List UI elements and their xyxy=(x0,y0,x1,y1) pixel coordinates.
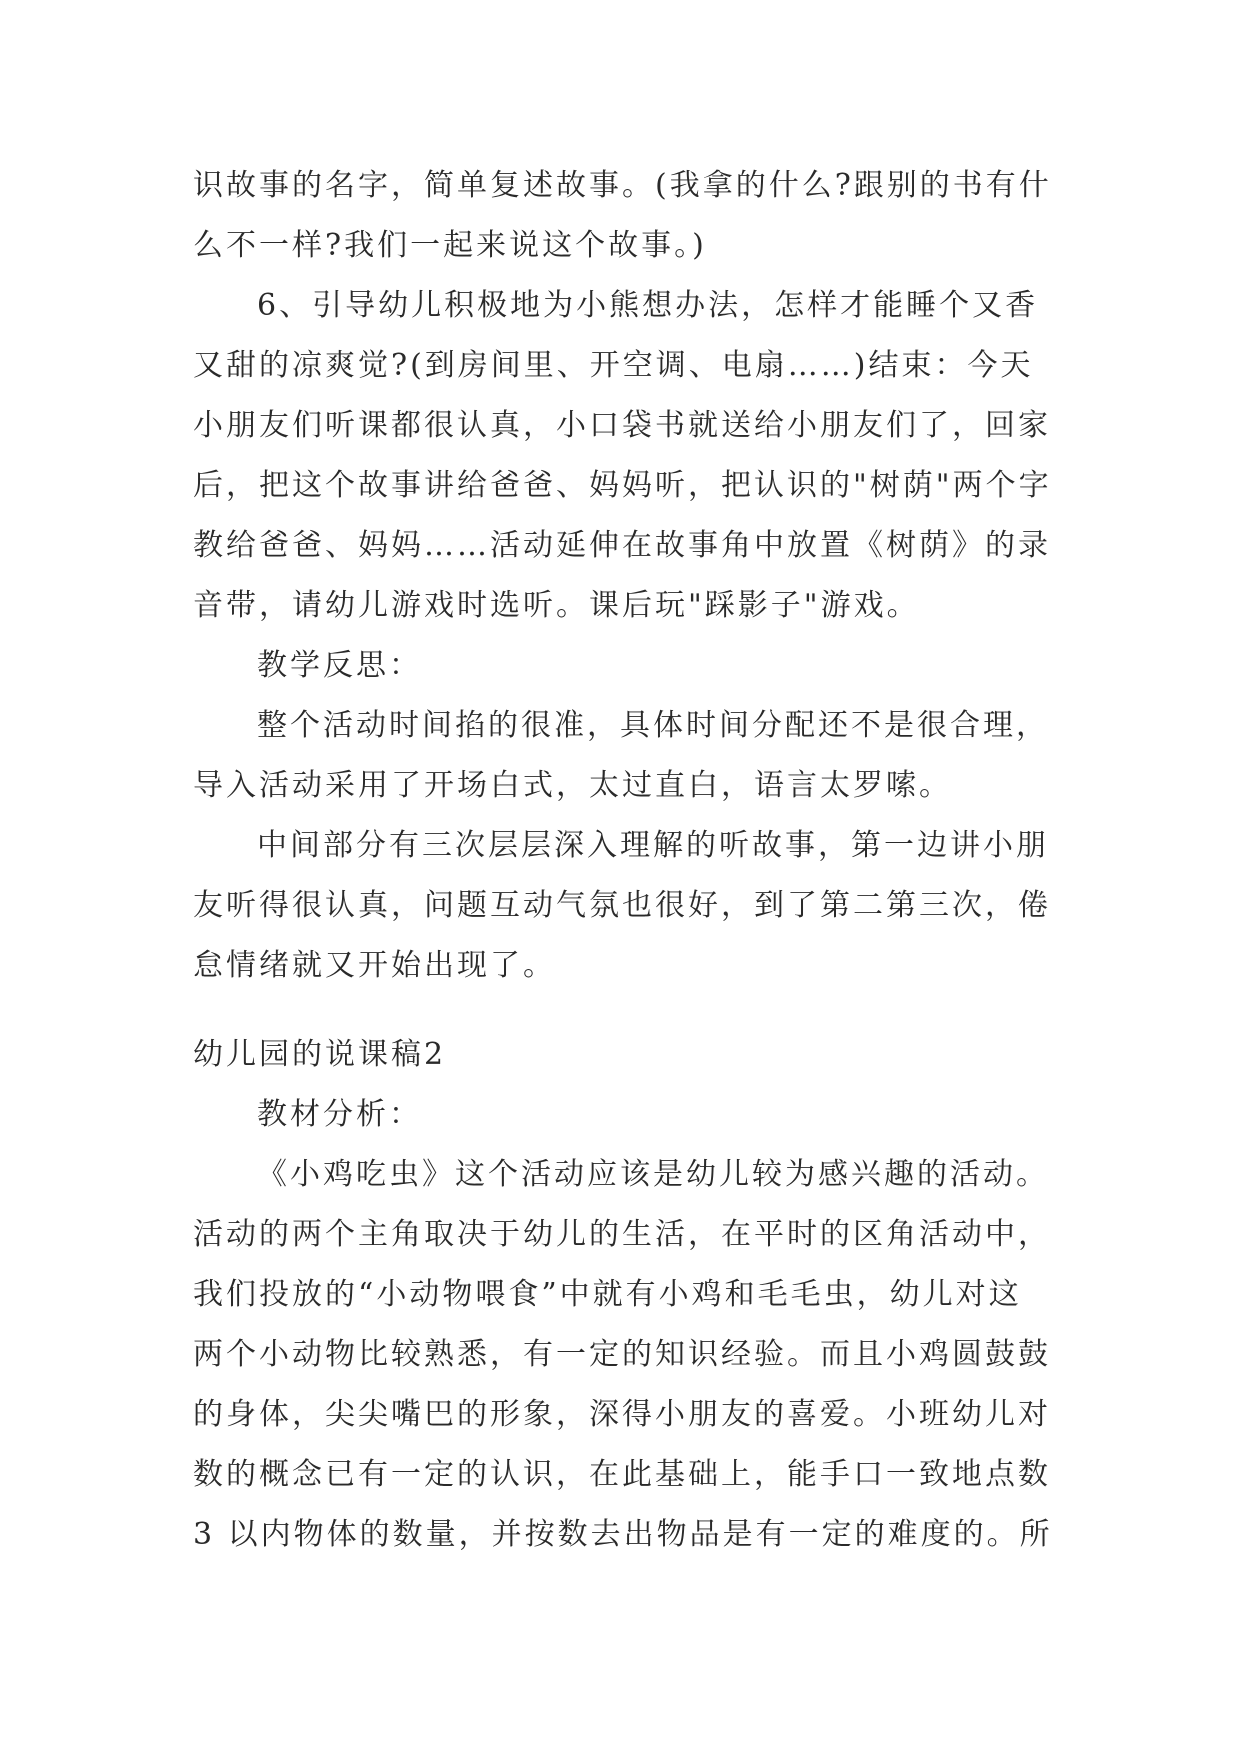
text-line: 怠情绪就又开始出现了。 xyxy=(193,948,556,983)
section-1-body xyxy=(193,156,1053,996)
subheading-material-analysis: 教材分析： xyxy=(257,1097,422,1132)
text-line: 活动的两个主角取决于幼儿的生活，在平时的区角活动中， xyxy=(193,1217,1051,1252)
section-2-body xyxy=(193,1025,1053,1565)
text-line: 教给爸爸、妈妈……活动延伸在故事角中放置《树荫》的录 xyxy=(193,528,1051,563)
text-line: 整个活动时间掐的很准，具体时间分配还不是很合理， xyxy=(257,708,1049,743)
text-line: 导入活动采用了开场白式，太过直白，语言太罗嗦。 xyxy=(193,768,952,803)
text-line: 么不一样?我们一起来说这个故事。) xyxy=(193,228,707,263)
subheading-teaching-reflection: 教学反思： xyxy=(257,648,422,683)
text-line: 6、引导幼儿积极地为小熊想办法，怎样才能睡个又香 xyxy=(257,288,1039,323)
text-line: 的身体，尖尖嘴巴的形象，深得小朋友的喜爱。小班幼儿对 xyxy=(193,1397,1051,1432)
section-title: 幼儿园的说课稿2 xyxy=(193,1037,447,1072)
text-line: 中间部分有三次层层深入理解的听故事，第一边讲小朋 xyxy=(257,828,1049,863)
text-line: 小朋友们听课都很认真，小口袋书就送给小朋友们了，回家 xyxy=(193,408,1051,443)
text-line: 《小鸡吃虫》这个活动应该是幼儿较为感兴趣的活动。 xyxy=(257,1157,1049,1192)
text-line: 友听得很认真，问题互动气氛也很好，到了第二第三次，倦 xyxy=(193,888,1051,923)
text-line: 又甜的凉爽觉?(到房间里、开空调、电扇……)结束：今天 xyxy=(193,348,1034,383)
text-line: 我们投放的“小动物喂食”中就有小鸡和毛毛虫，幼儿对这 xyxy=(193,1277,1022,1312)
text-line: 识故事的名字，简单复述故事。(我拿的什么?跟别的书有什 xyxy=(193,168,1052,203)
text-line: 两个小动物比较熟悉，有一定的知识经验。而且小鸡圆鼓鼓 xyxy=(193,1337,1051,1372)
text-line: 3 以内物体的数量，并按数去出物品是有一定的难度的。所 xyxy=(193,1517,1053,1552)
text-line: 数的概念已有一定的认识，在此基础上，能手口一致地点数 xyxy=(193,1457,1051,1492)
text-line: 音带，请幼儿游戏时选听。课后玩"踩影子"游戏。 xyxy=(193,588,920,623)
text-line: 后，把这个故事讲给爸爸、妈妈听，把认识的"树荫"两个字 xyxy=(193,468,1052,503)
